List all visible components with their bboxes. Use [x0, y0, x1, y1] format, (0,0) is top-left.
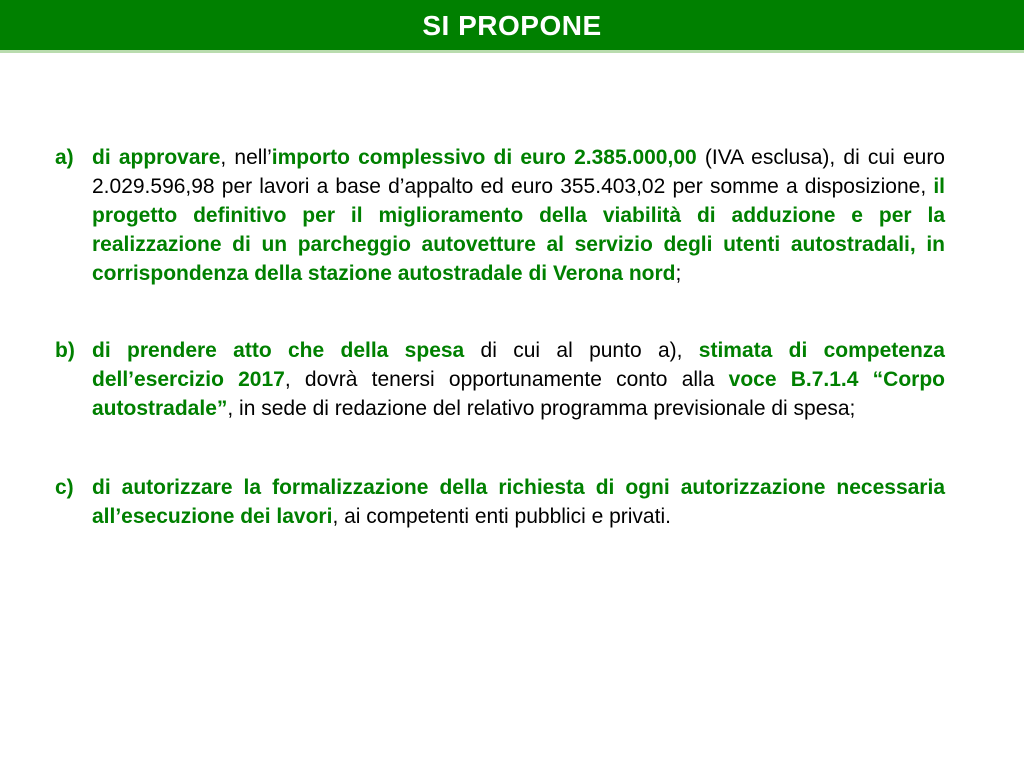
text-segment: voce B.7.1.4 “Corpo autostradale” — [92, 368, 945, 420]
text-segment: (IVA esclusa), di cui euro 2.029.596,98 per lavori a base d’appalto ed euro 355.403,02 per somme a disposizione, — [92, 146, 945, 198]
page-title: SI PROPONE — [422, 10, 602, 41]
text-segment: importo complessivo di euro 2.385.000,00 — [271, 146, 697, 169]
list-marker-c: c) — [55, 476, 74, 499]
text-segment: di cui al punto a), — [464, 339, 699, 362]
list-item-a — [55, 143, 945, 288]
slide-header-bar — [0, 0, 1024, 53]
text-segment: ; — [675, 262, 682, 285]
slide-body — [0, 53, 1024, 531]
list-text-b — [92, 336, 945, 423]
text-segment: stimata di competenza dell’esercizio 2017 — [92, 339, 945, 391]
list-text-c — [92, 473, 945, 531]
text-segment: il progetto definitivo per il miglioramento della viabilità di adduzione e per la realizzazione di un parcheggio autovetture al servizio degli utenti autostradali, in corrispondenza della stazione autostradale di Verona nord — [92, 175, 945, 285]
list-marker-a: a) — [55, 146, 74, 169]
text-segment: di approvare — [92, 146, 221, 169]
text-segment: , dovrà tenersi opportunamente conto alla — [284, 368, 729, 391]
list-item-b — [55, 336, 945, 423]
text-segment: di autorizzare la formalizzazione della richiesta di ogni autorizzazione necessaria all’esecuzione dei lavori — [92, 476, 945, 528]
text-segment: di prendere atto che della spesa — [92, 339, 465, 362]
text-segment: , nell’ — [220, 146, 272, 169]
list-item-c — [55, 473, 945, 531]
text-segment: , in sede di redazione del relativo programma previsionale di spesa; — [227, 397, 856, 420]
list-text-a — [92, 143, 945, 288]
list-marker-b: b) — [55, 339, 75, 362]
text-segment: , ai competenti enti pubblici e privati. — [332, 505, 671, 528]
